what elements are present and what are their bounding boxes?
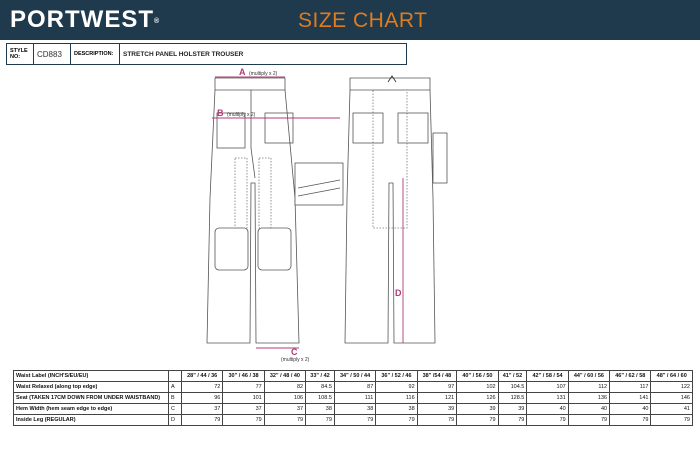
table-cell: 122 <box>651 382 693 393</box>
table-cell: 79 <box>223 415 264 426</box>
desc-label-cell <box>71 44 120 64</box>
table-cell: 39 <box>457 404 498 415</box>
table-row <box>14 382 693 393</box>
table-cell: 37 <box>264 404 305 415</box>
table-cell: 79 <box>651 415 693 426</box>
table-cell: 146 <box>651 393 693 404</box>
table-row <box>14 393 693 404</box>
back-trouser-outline <box>345 90 435 343</box>
back-logo-mark <box>388 76 396 82</box>
table-cell: 79 <box>610 415 651 426</box>
measure-text-a: (multiply x 2) <box>249 71 278 77</box>
table-cell: 112 <box>568 382 609 393</box>
table-cell: 79 <box>264 415 305 426</box>
front-stretch-panel-left <box>235 158 247 228</box>
table-cell: 79 <box>417 415 457 426</box>
table-cell: 104.5 <box>498 382 527 393</box>
table-row <box>14 415 693 426</box>
row-label: Hem Width (hem seam edge to edge) <box>14 404 169 415</box>
table-cell: 106 <box>264 393 305 404</box>
table-cell: 136 <box>568 393 609 404</box>
table-cell: 38 <box>334 404 375 415</box>
measure-letter-d: D <box>395 288 402 298</box>
table-cell: 107 <box>527 382 568 393</box>
row-label: Waist Relaxed (along top edge) <box>14 382 169 393</box>
table-cell: 82 <box>264 382 305 393</box>
table-cell: 92 <box>376 382 417 393</box>
row-label: Inside Leg (REGULAR) <box>14 415 169 426</box>
size-header-cell: 32" / 48 / 40 <box>264 371 305 382</box>
brand-logo <box>10 7 160 33</box>
table-cell: 117 <box>610 382 651 393</box>
table-cell: 79 <box>376 415 417 426</box>
table-cell: 111 <box>334 393 375 404</box>
table-cell: 84.5 <box>306 382 335 393</box>
table-row <box>14 404 693 415</box>
size-header-cell: 36" / 52 / 46 <box>376 371 417 382</box>
size-header-cell: 38" /54 / 48 <box>417 371 457 382</box>
style-value-cell <box>34 44 71 64</box>
page-title: SIZE CHART <box>298 9 428 32</box>
measure-letter-a: A <box>239 68 246 77</box>
table-cell: 79 <box>306 415 335 426</box>
size-header-letter <box>169 371 182 382</box>
table-cell: 40 <box>610 404 651 415</box>
front-trouser-outline <box>207 90 299 343</box>
table-cell: 108.5 <box>306 393 335 404</box>
table-cell: 141 <box>610 393 651 404</box>
back-holster-pocket <box>433 133 447 183</box>
trademark-mark: ® <box>154 18 161 25</box>
table-cell: 37 <box>182 404 223 415</box>
row-label: Seat (TAKEN 17CM DOWN FROM UNDER WAISTBAND) <box>14 393 169 404</box>
measure-text-b: (multiply x 2) <box>227 112 256 118</box>
measure-letter-b: B <box>217 108 224 118</box>
header-bar <box>0 0 700 40</box>
style-label: STYLE NO: <box>10 48 28 60</box>
back-waistband <box>350 78 430 90</box>
table-cell: 116 <box>376 393 417 404</box>
table-cell: 101 <box>223 393 264 404</box>
size-header-cell: 42" / 58 / 54 <box>527 371 568 382</box>
row-letter: C <box>169 404 182 415</box>
size-header-cell: 34" / 50 / 44 <box>334 371 375 382</box>
table-cell: 40 <box>527 404 568 415</box>
row-letter: A <box>169 382 182 393</box>
table-cell: 72 <box>182 382 223 393</box>
info-bar <box>6 43 407 65</box>
front-waistband <box>215 78 285 90</box>
desc-value: STRETCH PANEL HOLSTER TROUSER <box>123 50 244 58</box>
size-header-label: Waist Label (INCH'S/EU/EU) <box>14 371 169 382</box>
size-header-cell: 28" / 44 / 36 <box>182 371 223 382</box>
table-cell: 37 <box>223 404 264 415</box>
size-header-cell: 48" / 64 / 60 <box>651 371 693 382</box>
back-stretch-panel <box>373 90 407 228</box>
measure-letter-c: C <box>291 347 298 357</box>
size-header-cell: 40" / 56 / 50 <box>457 371 498 382</box>
table-cell: 39 <box>417 404 457 415</box>
table-cell: 96 <box>182 393 223 404</box>
table-cell: 79 <box>568 415 609 426</box>
table-cell: 38 <box>306 404 335 415</box>
table-cell: 79 <box>182 415 223 426</box>
size-header-cell: 44" / 60 / 56 <box>568 371 609 382</box>
back-right-pocket <box>398 113 428 143</box>
row-letter: B <box>169 393 182 404</box>
table-cell: 39 <box>498 404 527 415</box>
front-left-kneepad <box>215 228 248 270</box>
table-cell: 79 <box>334 415 375 426</box>
table-cell: 121 <box>417 393 457 404</box>
table-cell: 79 <box>527 415 568 426</box>
brand-name: PORTWEST <box>10 6 154 33</box>
size-chart-table <box>13 370 693 426</box>
size-header-row <box>14 371 693 382</box>
desc-value-cell <box>120 44 406 64</box>
front-stretch-panel-right <box>259 158 271 228</box>
front-fly <box>251 90 255 178</box>
trouser-drawing <box>195 68 495 363</box>
table-cell: 128.5 <box>498 393 527 404</box>
size-header-cell: 30" / 46 / 38 <box>223 371 264 382</box>
size-header-cell: 46" / 62 / 58 <box>610 371 651 382</box>
table-cell: 41 <box>651 404 693 415</box>
table-cell: 126 <box>457 393 498 404</box>
table-cell: 77 <box>223 382 264 393</box>
table-cell: 79 <box>457 415 498 426</box>
front-right-kneepad <box>258 228 291 270</box>
table-cell: 79 <box>498 415 527 426</box>
table-cell: 87 <box>334 382 375 393</box>
back-left-pocket <box>353 113 383 143</box>
table-cell: 40 <box>568 404 609 415</box>
table-cell: 131 <box>527 393 568 404</box>
table-cell: 102 <box>457 382 498 393</box>
table-cell: 38 <box>376 404 417 415</box>
row-letter: D <box>169 415 182 426</box>
table-cell: 97 <box>417 382 457 393</box>
measure-text-c: (multiply x 2) <box>281 357 310 363</box>
size-header-cell: 41" / 52 <box>498 371 527 382</box>
size-chart-body <box>14 371 693 426</box>
style-value: CD883 <box>37 49 62 59</box>
desc-label: DESCRIPTION: <box>74 51 114 57</box>
style-label-cell <box>7 44 34 64</box>
size-header-cell: 33" / 42 <box>306 371 335 382</box>
